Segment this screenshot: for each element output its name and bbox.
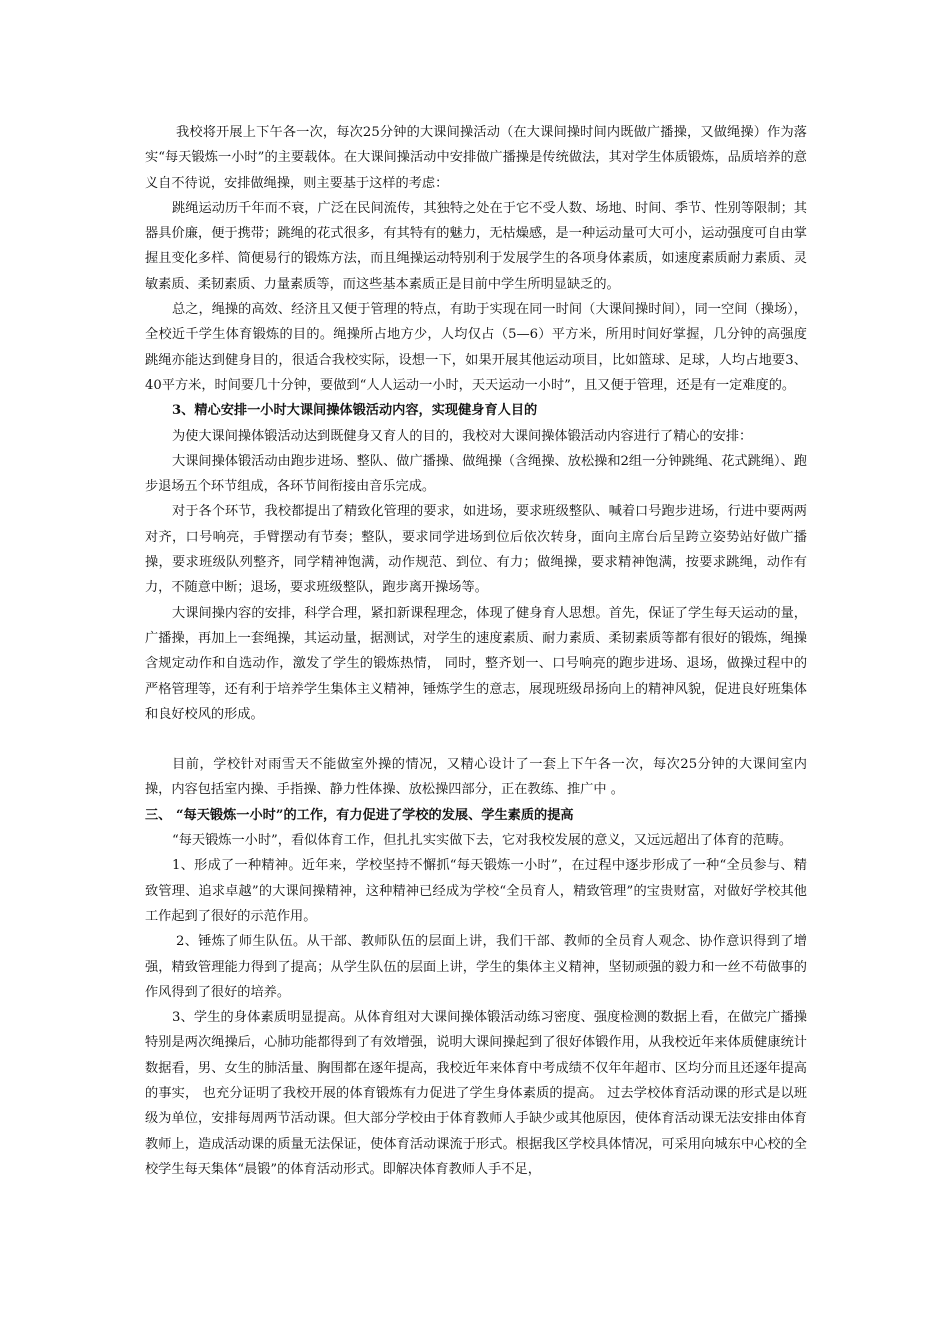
paragraph-2: 跳绳运动历千年而不衰，广泛在民间流传，其独特之处在于它不受人数、场地、时间、季节、性别等限制；其器具价廉，便于携带；跳绳的花式很多，有其特有的魅力，无枯燥感，是一种运动量可大可小，运动强度可自由掌握且变化多样、简便易行的锻炼方法，而且绳操运动特别利于发展学生的各项身体素质，如速度素质耐力素质、灵敏素质、柔韧素质、力量素质等，而这些基本素质正是目前中学生所明显缺乏的。 xyxy=(145,200,807,292)
paragraph-7: 大课间操内容的安排，科学合理，紧扣新课程理念，体现了健身育人思想。首先，保证了学生每天运动的量，广播操，再加上一套绳操，其运动量，据测试，对学生的速度素质、耐力素质、柔韧素质等都有很好的锻炼，绳操含规定动作和自选动作，激发了学生的锻炼热情， 同时，整齐划一、口号响亮的跑步进场、退场，做操过程中的严格管理等，还有利于培养学生集体主义精神，锤炼学生的意志，展现班级昂扬向上的精神风貌，促进良好班集体和良好校风的形成。 xyxy=(145,605,807,722)
paragraph-6: 对于各个环节，我校都提出了精致化管理的要求，如进场，要求班级整队、喊着口号跑步进场，行进中要两两对齐，口号响亮，手臂摆动有节奏；整队，要求同学进场到位后依次转身，面向主席台后呈跨立姿势站好做广播操，要求班级队列整齐，同学精神饱满，动作规范、到位、有力；做绳操，要求精神饱满，按要求跳绳，动作有力，不随意中断；退场，要求班级整队，跑步离开操场等。 xyxy=(145,504,807,596)
section-heading-three: 三、 “每天锻炼一小时”的工作，有力促进了学校的发展、学生素质的提高 xyxy=(145,807,574,823)
paragraph-gap xyxy=(145,727,807,752)
document-page xyxy=(145,120,807,1182)
paragraph-4: 为使大课间操体锻活动达到既健身又育人的目的，我校对大课间操体锻活动内容进行了精心的安排： xyxy=(172,428,753,444)
paragraph-5: 大课间操体锻活动由跑步进场、整队、做广播操、做绳操（含绳操、放松操和2组一分钟跳绳、花式跳绳）、跑步退场五个环节组成，各环节间衔接由音乐完成。 xyxy=(145,453,807,495)
paragraph-10: 1、形成了一种精神。近年来，学校坚持不懈抓“每天锻炼一小时”，在过程中逐步形成了一种“全员参与、精致管理、追求卓越”的大课间操精神，这种精神已经成为学校“全员育人，精致管理”的宝贵财富，对做好学校其他工作起到了很好的示范作用。 xyxy=(145,858,807,924)
paragraph-8: 目前，学校针对雨雪天不能做室外操的情况，又精心设计了一套上下午各一次，每次25分钟的大课间室内操，内容包括室内操、手指操、静力性体操、放松操四部分，正在教练、推广中 。 xyxy=(145,757,807,798)
paragraph-3: 总之，绳操的高效、经济且又便于管理的特点，有助于实现在同一时间（大课间操时间），同一空间（操场），全校近千学生体育锻炼的目的。绳操所占地方少，人均仅占（5—6）平方米，所用时间好掌握，几分钟的高强度跳绳亦能达到健身目的，很适合我校实际，设想一下，如果开展其他运动项目，比如篮球、足球，人均占地要3、40平方米，时间要几十分钟，要做到“人人运动一小时，天天运动一小时”，且又便于管理，还是有一定难度的。 xyxy=(145,302,807,393)
section-heading-3: 3、精心安排一小时大课间操体锻活动内容，实现健身育人目的 xyxy=(172,403,538,419)
paragraph-11: 2、锤炼了师生队伍。从干部、教师队伍的层面上讲，我们干部、教师的全员育人观念、协作意识得到了增强，精致管理能力得到了提高；从学生队伍的层面上讲，学生的集体主义精神，坚韧顽强的毅力和一丝不苟做事的作风得到了很好的培养。 xyxy=(145,934,807,1000)
paragraph-9: “每天锻炼一小时”，看似体育工作，但扎扎实实做下去，它对我校发展的意义，又远远超出了体育的范畴。 xyxy=(172,833,793,849)
paragraph-12: 3、学生的身体素质明显提高。从体育组对大课间操体锻活动练习密度、强度检测的数据上看，在做完广播操特别是两次绳操后，心肺功能都得到了有效增强，说明大课间操起到了很好体锻作用，从我校近年来体质健康统计数据看，男、女生的肺活量、胸围都在逐年提高，我校近年来体育中考成绩不仅年年超市、区均分而且还逐年提高的事实， 也充分证明了我校开展的体育锻炼有力促进了学生身体素质的提高。 过去学校体育活动课的形式是以班级为单位，安排每周两节活动课。但大部分学校由于体育教师人手缺少或其他原因，使体育活动课无法安排由体育教师上，造成活动课的质量无法保证，使体育活动课流于形式。根据我区学校具体情况，可采用向城东中心校的全校学生每天集体“晨锻”的体育活动形式。即解决体育教师人手不足， xyxy=(145,1010,807,1177)
paragraph-1: 我校将开展上下午各一次，每次25分钟的大课间操活动（在大课间操时间内既做广播操，又做绳操）作为落实“每天锻炼一小时”的主要载体。在大课间操活动中安排做广播操是传统做法，其对学生体质锻炼，品质培养的意义自不待说，安排做绳操，则主要基于这样的考虑： xyxy=(145,125,807,191)
